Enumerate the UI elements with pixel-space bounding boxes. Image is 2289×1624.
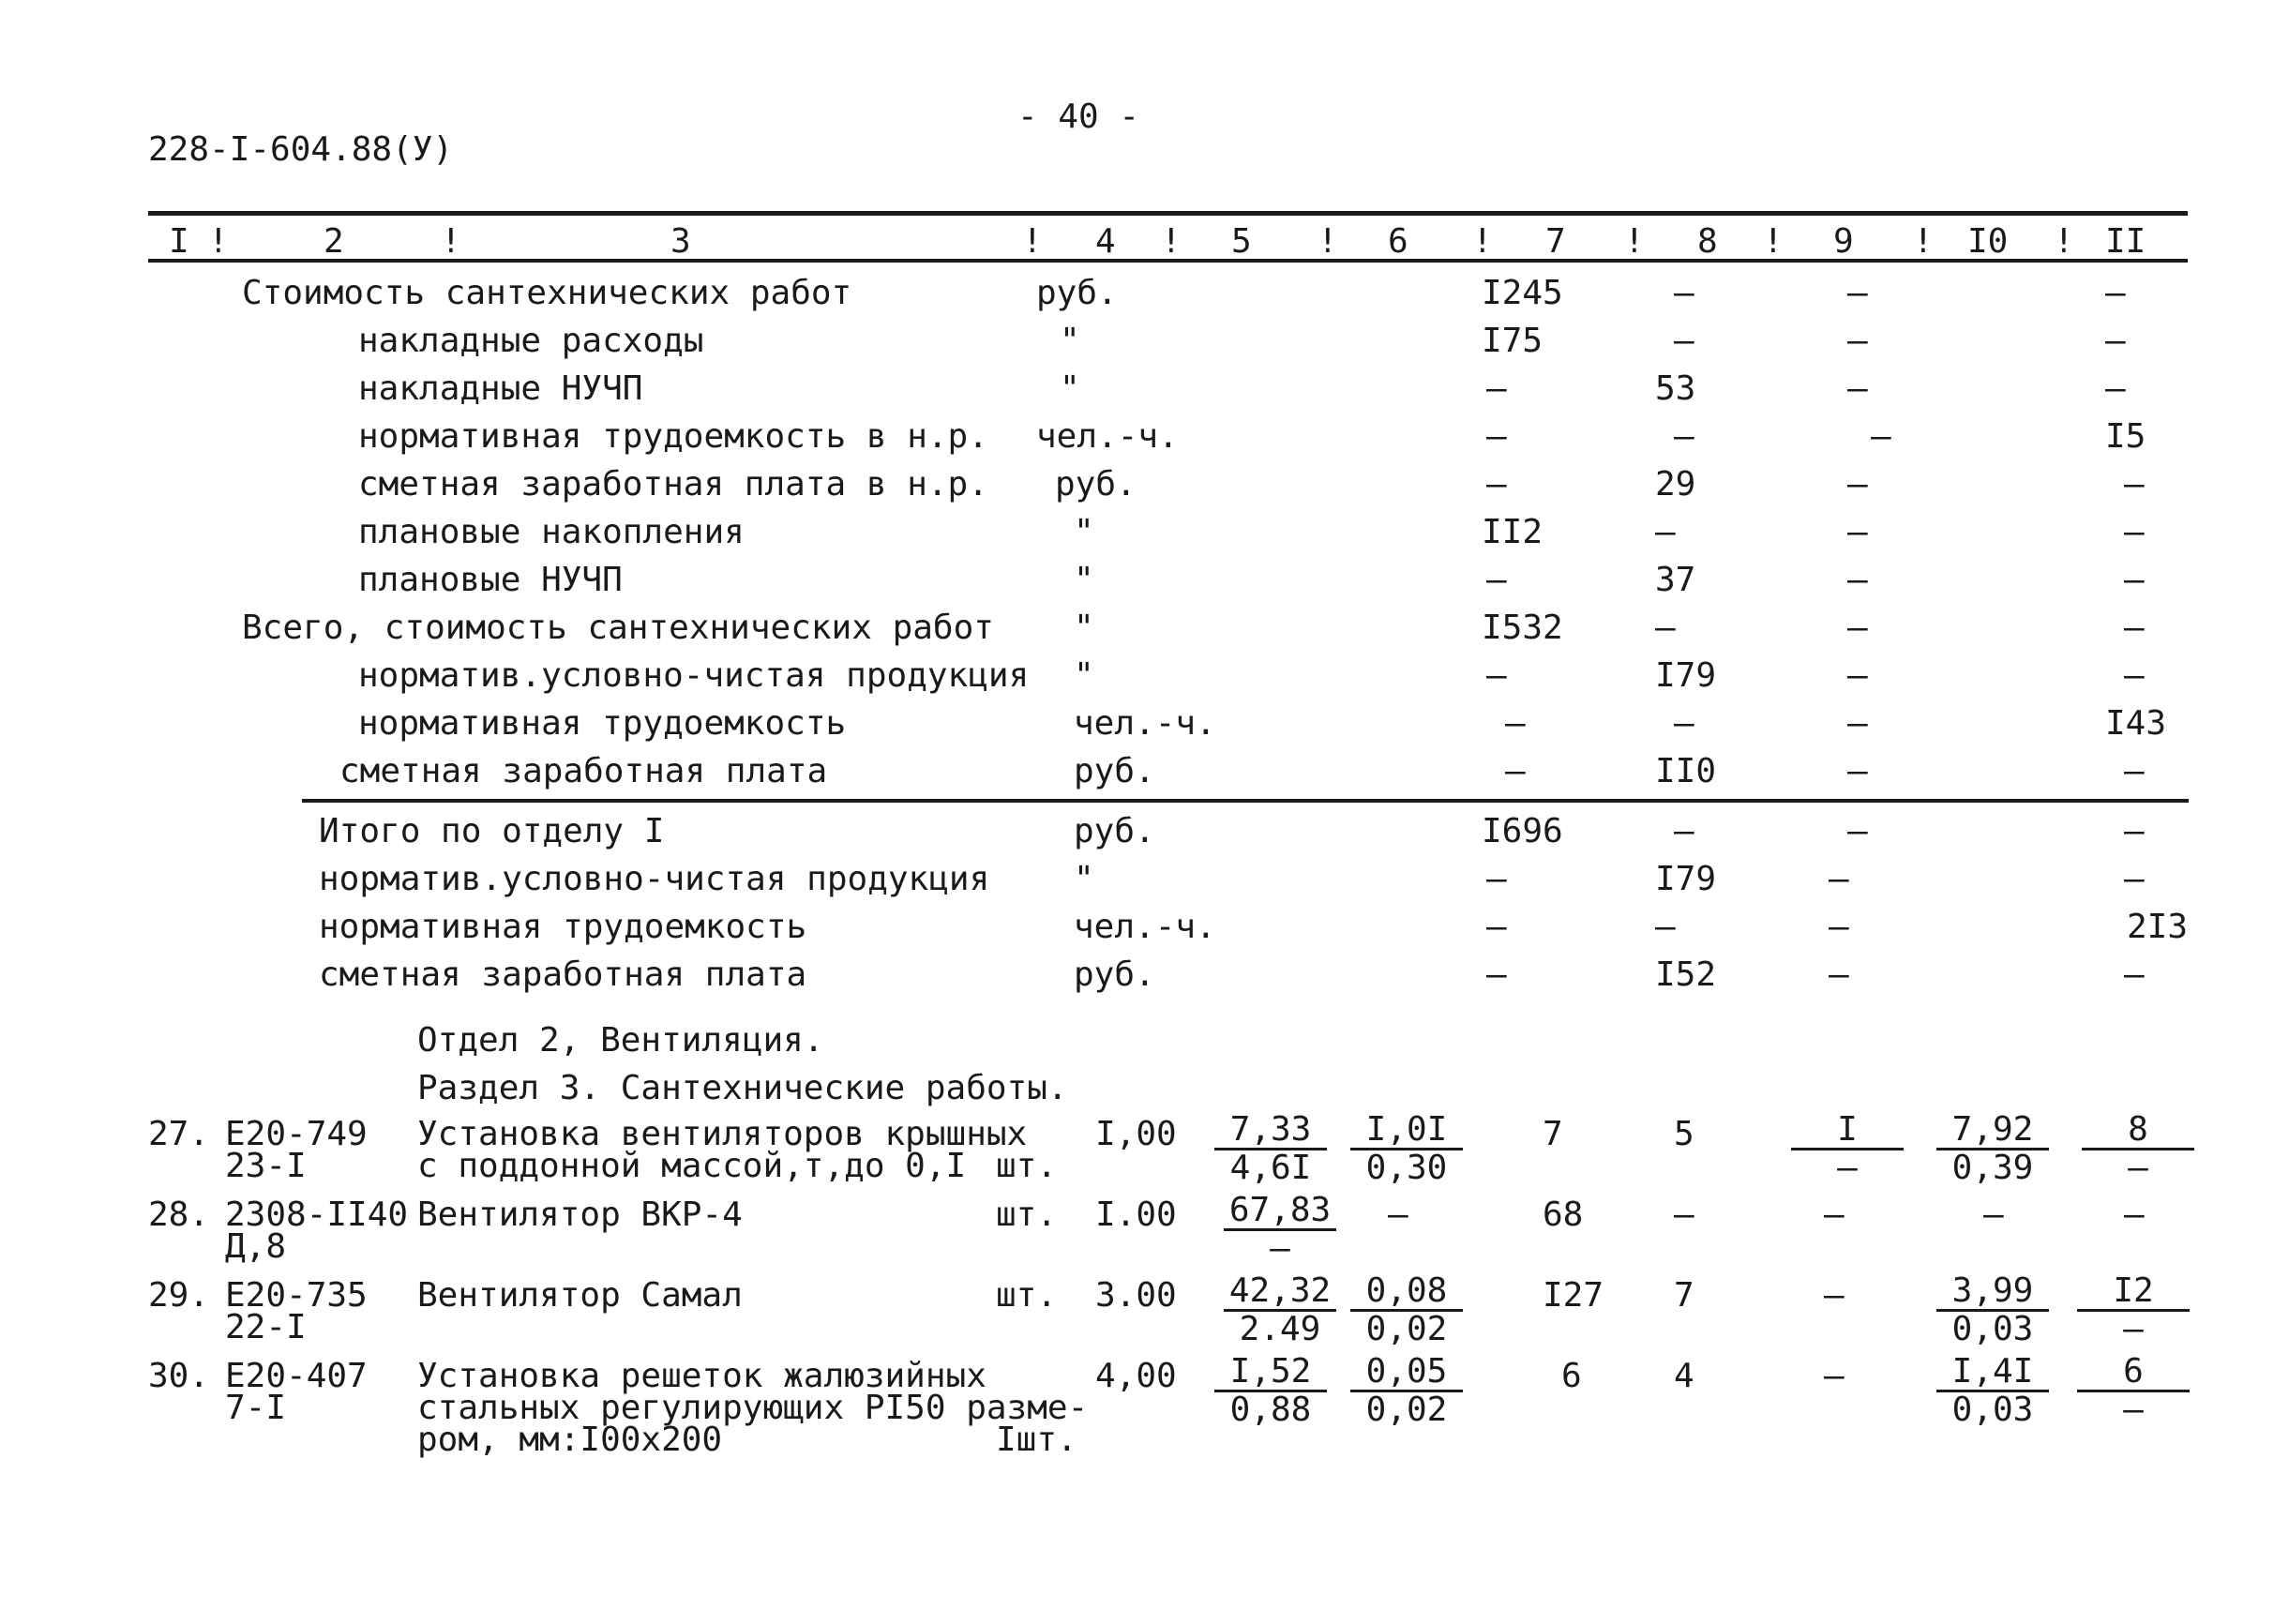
col6-total: 0,05: [1350, 1354, 1463, 1392]
summary-row-unit: руб.: [1036, 274, 1118, 312]
item-col10: [1936, 1273, 2049, 1347]
col-sep: !: [1624, 222, 1645, 261]
summary-row-c7: I75: [1482, 322, 1544, 360]
col11-total: 6: [2077, 1354, 2190, 1392]
item-quantity: I,00: [1095, 1115, 1177, 1153]
summary-row-c7: –: [1486, 561, 1507, 599]
col-sep: !: [1472, 222, 1493, 261]
col10-total: I,4I: [1936, 1354, 2049, 1392]
item-quantity: I.00: [1095, 1195, 1177, 1234]
item-desc-line1: Установка решеток жалюзийных: [417, 1357, 986, 1395]
col11-total: I2: [2077, 1273, 2190, 1312]
item-col11: [2082, 1112, 2194, 1186]
totals-row-c9: –: [1829, 860, 1849, 898]
totals-row-name: Итого по отделу I: [319, 812, 665, 850]
summary-row-c8: 29: [1655, 465, 1696, 504]
item-col7: 68: [1543, 1195, 1584, 1234]
item-col7: I27: [1543, 1276, 1604, 1315]
summary-row-c9: –: [1847, 274, 1868, 312]
col5-total: 42,32: [1224, 1273, 1336, 1312]
summary-row-name: нормативная трудоемкость в н.р.: [358, 417, 988, 456]
item-code-line2: 7-I: [225, 1389, 287, 1427]
summary-row-c9: –: [1847, 322, 1868, 360]
item-code-line1: Е20-735: [225, 1276, 368, 1315]
item-code-line2: 23-I: [225, 1147, 307, 1185]
col6-wages: 0,30: [1365, 1149, 1448, 1187]
summary-row-c7: I532: [1482, 609, 1563, 647]
totals-row-unit: ": [1074, 860, 1094, 898]
col6-total: I,0I: [1350, 1112, 1463, 1150]
totals-divider: [302, 799, 2189, 803]
item-code-line2: 22-I: [225, 1308, 307, 1346]
col5-wages: 4,6I: [1229, 1149, 1312, 1187]
col10-wages: 0,03: [1951, 1391, 2034, 1429]
item-desc-line1: Установка вентиляторов крышных: [417, 1115, 1028, 1153]
col5-total: 7,33: [1214, 1112, 1327, 1150]
col11-total: 8: [2082, 1112, 2194, 1150]
item-col10: [1936, 1112, 2049, 1186]
item-unit: шт.: [996, 1195, 1058, 1234]
summary-row-c11: –: [2124, 561, 2145, 599]
col-header-7: 7: [1545, 222, 1566, 261]
item-col6: [1350, 1112, 1463, 1186]
summary-row-c11: –: [2105, 274, 2126, 312]
col-header-8: 8: [1697, 222, 1718, 261]
item-unit: шт.: [996, 1147, 1058, 1185]
col11-wages: –: [2123, 1310, 2144, 1348]
item-col10: –: [1983, 1195, 2004, 1234]
col10-total: 7,92: [1936, 1112, 2049, 1150]
summary-row-name: норматив.условно-чистая продукция: [358, 656, 1030, 695]
col5-total: I,52: [1214, 1354, 1327, 1392]
summary-row-c8: –: [1655, 513, 1676, 551]
item-code-line1: 2308-II40: [225, 1195, 409, 1234]
totals-row-c11: 2I3: [2127, 908, 2189, 946]
col-header-5: 5: [1231, 222, 1252, 261]
col-sep: !: [2054, 222, 2074, 261]
summary-row-c9: –: [1847, 369, 1868, 408]
col5-total: 67,83: [1224, 1193, 1336, 1231]
col-header-6: 6: [1388, 222, 1408, 261]
item-col9: –: [1824, 1357, 1845, 1395]
section-department: Отдел 2, Вентиляция.: [417, 1021, 824, 1060]
summary-row-c8: –: [1655, 609, 1676, 647]
summary-row-unit: руб.: [1055, 465, 1137, 504]
summary-row-c11: –: [2124, 752, 2145, 790]
summary-row-name: плановые накопления: [358, 513, 745, 551]
col-sep: !: [1318, 222, 1338, 261]
item-quantity: 3.00: [1095, 1276, 1177, 1315]
summary-row-c9: –: [1871, 417, 1891, 456]
col-sep: !: [1022, 222, 1043, 261]
item-code-line1: Е20-749: [225, 1115, 368, 1153]
col-header-4: 4: [1095, 222, 1116, 261]
summary-row-c11: –: [2124, 609, 2145, 647]
col5-wages: 2.49: [1239, 1310, 1321, 1348]
summary-row-c7: –: [1486, 417, 1507, 456]
summary-row-name: накладные расходы: [358, 322, 704, 360]
summary-row-c7: –: [1486, 656, 1507, 695]
page-number: - 40 -: [1017, 98, 1140, 136]
item-col9: –: [1824, 1195, 1845, 1234]
summary-row-name: накладные НУЧП: [358, 369, 643, 408]
item-col5: [1214, 1112, 1327, 1186]
summary-row-unit: руб.: [1074, 752, 1155, 790]
summary-row-c11: –: [2105, 322, 2126, 360]
totals-row-c8: –: [1674, 812, 1694, 850]
totals-row-c9: –: [1829, 908, 1849, 946]
totals-row-c7: –: [1486, 908, 1507, 946]
item-col6: –: [1388, 1195, 1408, 1234]
summary-row-c9: –: [1847, 656, 1868, 695]
summary-row-name: сметная заработная плата: [339, 752, 828, 790]
totals-row-c11: –: [2124, 812, 2145, 850]
totals-row-unit: руб.: [1074, 955, 1155, 994]
summary-row-c7: –: [1486, 465, 1507, 504]
summary-row-c7: I245: [1482, 274, 1563, 312]
summary-row-c9: –: [1847, 465, 1868, 504]
summary-row-c7: –: [1486, 369, 1507, 408]
col10-wages: 0,39: [1951, 1149, 2034, 1187]
item-col8: –: [1674, 1195, 1694, 1234]
col-header-1: I: [169, 222, 189, 261]
summary-row-unit: ": [1074, 609, 1094, 647]
totals-row-c11: –: [2124, 955, 2145, 994]
item-number: 27.: [148, 1115, 210, 1153]
summary-row-c11: I5: [2105, 417, 2146, 456]
totals-row-unit: руб.: [1074, 812, 1155, 850]
totals-row-name: сметная заработная плата: [319, 955, 807, 994]
summary-row-c9: –: [1847, 704, 1868, 743]
col6-wages: 0,02: [1365, 1391, 1448, 1429]
summary-row-c9: –: [1847, 561, 1868, 599]
summary-row-unit: ": [1074, 656, 1094, 695]
item-col9: [1791, 1112, 1904, 1186]
summary-row-c8: 37: [1655, 561, 1696, 599]
col-sep: !: [1763, 222, 1784, 261]
summary-row-c11: –: [2124, 465, 2145, 504]
col-header-9: 9: [1833, 222, 1854, 261]
col-header-2: 2: [324, 222, 344, 261]
totals-row-c7: –: [1486, 860, 1507, 898]
item-col11: [2077, 1273, 2190, 1347]
col-sep: !: [1913, 222, 1934, 261]
col9-total: I: [1791, 1112, 1904, 1150]
item-col8: 5: [1674, 1115, 1694, 1153]
document-code: 228-I-604.88(У): [148, 130, 454, 169]
header-top-rule: [148, 211, 2188, 216]
col6-total: 0,08: [1350, 1273, 1463, 1312]
item-col6: [1350, 1354, 1463, 1428]
summary-row-unit: ": [1060, 369, 1080, 408]
totals-row-name: норматив.условно-чистая продукция: [319, 860, 990, 898]
summary-row-unit: ": [1060, 322, 1080, 360]
item-number: 29.: [148, 1276, 210, 1315]
summary-row-c8: –: [1674, 417, 1694, 456]
col-sep: !: [208, 222, 229, 261]
item-col7: 6: [1561, 1357, 1582, 1395]
summary-row-c11: –: [2105, 369, 2126, 408]
item-desc-line1: Вентилятор Самал: [417, 1276, 743, 1315]
summary-row-name: плановые НУЧП: [358, 561, 623, 599]
item-code-line2: Д,8: [225, 1227, 287, 1266]
item-desc-line3: ром, мм:I00х200: [417, 1421, 723, 1459]
item-col11: [2077, 1354, 2190, 1428]
summary-row-unit: чел.-ч.: [1036, 417, 1179, 456]
item-quantity: 4,00: [1095, 1357, 1177, 1395]
summary-row-name: сметная заработная плата в н.р.: [358, 465, 988, 504]
col5-wages: –: [1270, 1229, 1290, 1268]
summary-row-c9: –: [1847, 752, 1868, 790]
summary-row-unit: ": [1074, 513, 1094, 551]
item-col10: [1936, 1354, 2049, 1428]
summary-row-c8: –: [1674, 704, 1694, 743]
totals-row-c9: –: [1829, 955, 1849, 994]
summary-row-unit: чел.-ч.: [1074, 704, 1216, 743]
totals-row-unit: чел.-ч.: [1074, 908, 1216, 946]
summary-row-c8: I79: [1655, 656, 1717, 695]
item-col9: –: [1824, 1276, 1845, 1315]
item-col6: [1350, 1273, 1463, 1347]
totals-row-c7: I696: [1482, 812, 1563, 850]
col11-wages: –: [2123, 1391, 2144, 1429]
summary-row-c8: 53: [1655, 369, 1696, 408]
summary-row-c7: –: [1505, 752, 1526, 790]
col-header-10: I0: [1967, 222, 2009, 261]
item-unit: шт.: [996, 1276, 1058, 1315]
summary-row-c8: –: [1674, 322, 1694, 360]
summary-row-name: Всего, стоимость сантехнических работ: [242, 609, 994, 647]
col9-wages: –: [1837, 1149, 1858, 1187]
summary-row-c11: –: [2124, 513, 2145, 551]
col-sep: !: [441, 222, 461, 261]
item-desc-line1: Вентилятор ВКР-4: [417, 1195, 743, 1234]
summary-row-c11: I43: [2105, 704, 2167, 743]
item-unit: Iшт.: [996, 1421, 1077, 1459]
summary-row-c11: –: [2124, 656, 2145, 695]
totals-row-c7: –: [1486, 955, 1507, 994]
summary-row-c8: –: [1674, 274, 1694, 312]
totals-row-c11: –: [2124, 860, 2145, 898]
summary-row-unit: ": [1074, 561, 1094, 599]
col6-wages: 0,02: [1365, 1310, 1448, 1348]
summary-row-c9: –: [1847, 513, 1868, 551]
item-desc-line2: с поддонной массой,т,до 0,I: [417, 1147, 967, 1185]
item-col8: 4: [1674, 1357, 1694, 1395]
summary-row-c7: II2: [1482, 513, 1544, 551]
item-number: 28.: [148, 1195, 210, 1234]
summary-row-name: Стоимость сантехнических работ: [242, 274, 852, 312]
item-number: 30.: [148, 1357, 210, 1395]
summary-row-c7: –: [1505, 704, 1526, 743]
summary-row-c8: II0: [1655, 752, 1717, 790]
item-code-line1: Е20-407: [225, 1357, 368, 1395]
col-sep: !: [1161, 222, 1182, 261]
item-desc-line2: стальных регулирующих РI50 разме-: [417, 1389, 1089, 1427]
totals-row-c8: I52: [1655, 955, 1717, 994]
item-col11: –: [2124, 1195, 2145, 1234]
col-header-11: II: [2105, 222, 2146, 261]
totals-row-c8: –: [1655, 908, 1676, 946]
totals-row-c9: –: [1847, 812, 1868, 850]
item-col8: 7: [1674, 1276, 1694, 1315]
item-col5: [1224, 1273, 1336, 1347]
section-part: Раздел 3. Сантехнические работы.: [417, 1069, 1068, 1107]
col10-total: 3,99: [1936, 1273, 2049, 1312]
summary-row-c9: –: [1847, 609, 1868, 647]
col5-wages: 0,88: [1229, 1391, 1312, 1429]
item-col5: [1224, 1193, 1336, 1267]
col11-wages: –: [2128, 1149, 2148, 1187]
col10-wages: 0,03: [1951, 1310, 2034, 1348]
totals-row-name: нормативная трудоемкость: [319, 908, 807, 946]
item-col5: [1214, 1354, 1327, 1428]
totals-row-c8: I79: [1655, 860, 1717, 898]
summary-row-name: нормативная трудоемкость: [358, 704, 847, 743]
col-header-3: 3: [670, 222, 691, 261]
item-col7: 7: [1543, 1115, 1563, 1153]
